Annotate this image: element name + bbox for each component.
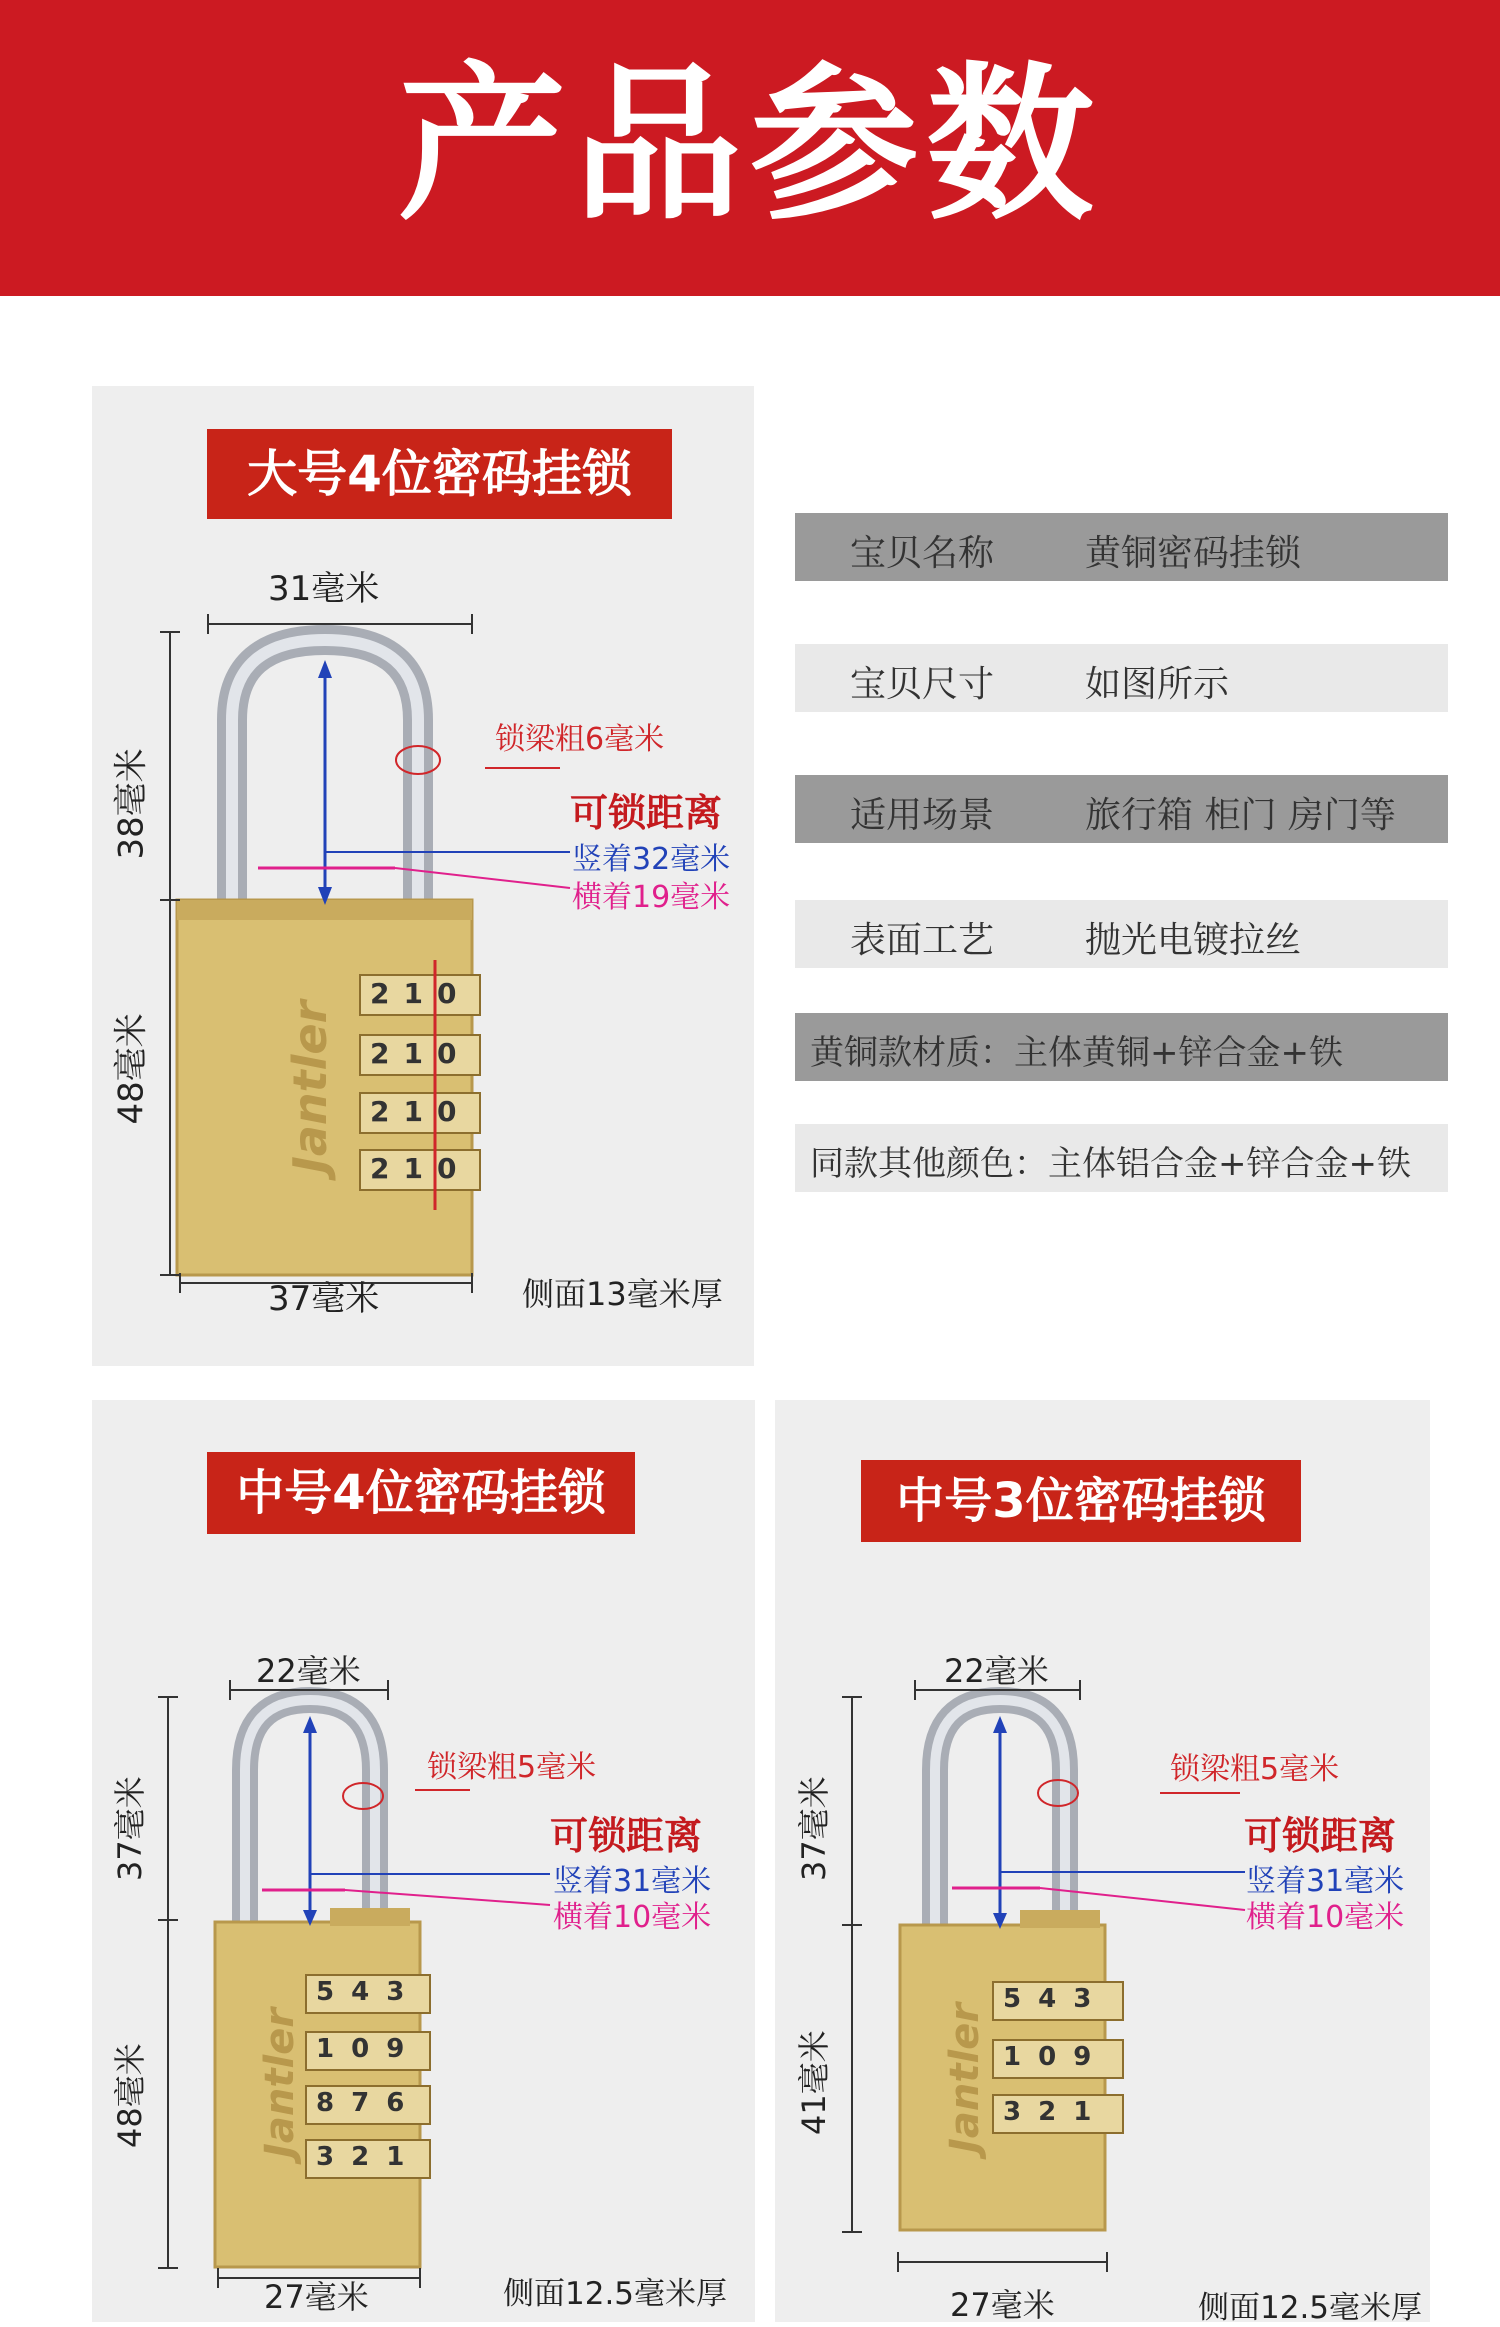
medium4-shackle-thickness: 锁梁粗5毫米 [427,1750,597,1785]
medium4-lock-title: 中号4位密码挂锁 [207,1452,635,1534]
medium3-lock-title: 中号3位密码挂锁 [861,1460,1301,1542]
large-width-top: 31毫米 [268,569,380,609]
page-title: 产品参数 [398,47,1102,243]
medium4-lock-distance-title: 可锁距离 [550,1814,703,1858]
spec-value: 如图所示 [1085,664,1230,705]
spec-key: 适用场景 [850,795,995,836]
spec-value: 黄铜密码挂锁 [1085,533,1302,574]
large-height-shackle: 38毫米 [111,748,152,860]
medium3-side-thickness: 侧面12.5毫米厚 [1198,2290,1423,2326]
large-shackle-thickness: 锁梁粗6毫米 [495,722,665,757]
medium3-dial-row-1: 5 4 3 [1003,1984,1096,2014]
medium4-vertical-distance: 竖着31毫米 [553,1864,712,1899]
spec-key: 宝贝尺寸 [850,664,995,705]
medium3-width-bottom: 27毫米 [950,2286,1055,2324]
spec-value: 抛光电镀拉丝 [1085,920,1302,961]
spec-value: 旅行箱 柜门 房门等 [1085,795,1396,836]
large-height-body: 48毫米 [111,1013,152,1125]
medium4-dial-row-4: 3 2 1 [316,2142,409,2172]
medium3-dial-row-2: 1 0 9 [1003,2042,1096,2072]
medium4-height-shackle: 37毫米 [111,1776,149,1881]
large-dial-row-2: 210 [370,1037,471,1070]
spec-key: 表面工艺 [850,920,995,961]
medium3-height-shackle: 37毫米 [795,1776,833,1881]
medium3-shackle-thickness: 锁梁粗5毫米 [1170,1752,1340,1787]
medium3-height-body: 41毫米 [795,2030,833,2135]
medium3-horizontal-distance: 横着10毫米 [1246,1900,1405,1935]
large-lock-title: 大号4位密码挂锁 [207,429,672,519]
large-width-bottom: 37毫米 [268,1279,380,1319]
spec-material-text: 黄铜款材质：主体黄铜+锌合金+铁 [810,1033,1343,1073]
medium3-vertical-distance: 竖着31毫米 [1246,1864,1405,1899]
medium4-height-body: 48毫米 [111,2043,149,2148]
medium4-dial-row-2: 1 0 9 [316,2034,409,2064]
medium4-side-thickness: 侧面12.5毫米厚 [503,2276,728,2312]
large-dial-row-4: 210 [370,1152,471,1185]
large-horizontal-distance: 横着19毫米 [572,880,731,915]
large-lock-distance-title: 可锁距离 [570,791,723,835]
medium4-width-bottom: 27毫米 [264,2278,369,2316]
large-vertical-distance: 竖着32毫米 [572,842,731,877]
medium3-width-top: 22毫米 [944,1652,1049,1690]
large-side-thickness: 侧面13毫米厚 [522,1275,723,1313]
medium4-width-top: 22毫米 [256,1652,361,1690]
medium3-lock-distance-title: 可锁距离 [1244,1814,1397,1858]
spec-key: 宝贝名称 [850,533,995,574]
medium4-dial-row-1: 5 4 3 [316,1977,409,2007]
large-dial-row-1: 210 [370,977,471,1010]
medium3-brand: Jantler [942,2002,988,2154]
medium4-dial-row-3: 8 7 6 [316,2088,409,2118]
medium4-horizontal-distance: 横着10毫米 [553,1900,712,1935]
spec-colors-text: 同款其他颜色：主体铝合金+锌合金+铁 [810,1144,1411,1184]
medium3-dial-row-3: 3 2 1 [1003,2097,1096,2127]
medium4-brand: Jantler [257,2007,303,2159]
large-dial-row-3: 210 [370,1095,471,1128]
large-brand: Jantler [283,1000,337,1174]
